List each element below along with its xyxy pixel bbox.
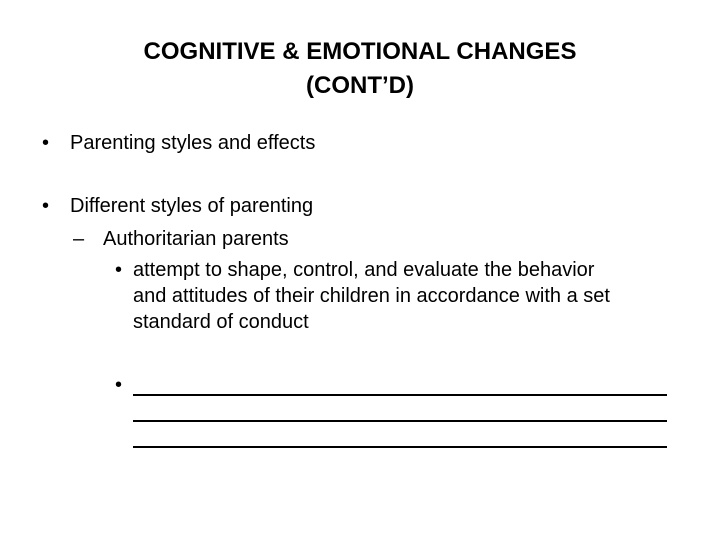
bullet-marker: • <box>115 374 123 396</box>
slide-title-line-2: (CONT’D) <box>306 72 414 99</box>
blank-line <box>133 370 667 396</box>
bullet-marker: • <box>42 132 50 154</box>
sub-bullet-text: Authoritarian parents <box>103 228 289 250</box>
slide-title <box>0 35 720 103</box>
blank-line <box>133 422 667 448</box>
bullet-text: Different styles of parenting <box>70 195 314 217</box>
blank-line <box>133 396 667 422</box>
dash-marker: – <box>73 228 85 250</box>
bullet-marker: • <box>42 195 50 217</box>
slide-title-line-1: COGNITIVE & EMOTIONAL CHANGES <box>143 38 577 65</box>
bullet-marker: • <box>115 259 123 281</box>
bullet-text: Parenting styles and effects <box>70 132 316 154</box>
definition-text: attempt to shape, control, and evaluate the behavior and attitudes of their children in accordance with a set standard of conduct <box>133 259 610 333</box>
fill-in-blank-lines <box>133 370 667 448</box>
